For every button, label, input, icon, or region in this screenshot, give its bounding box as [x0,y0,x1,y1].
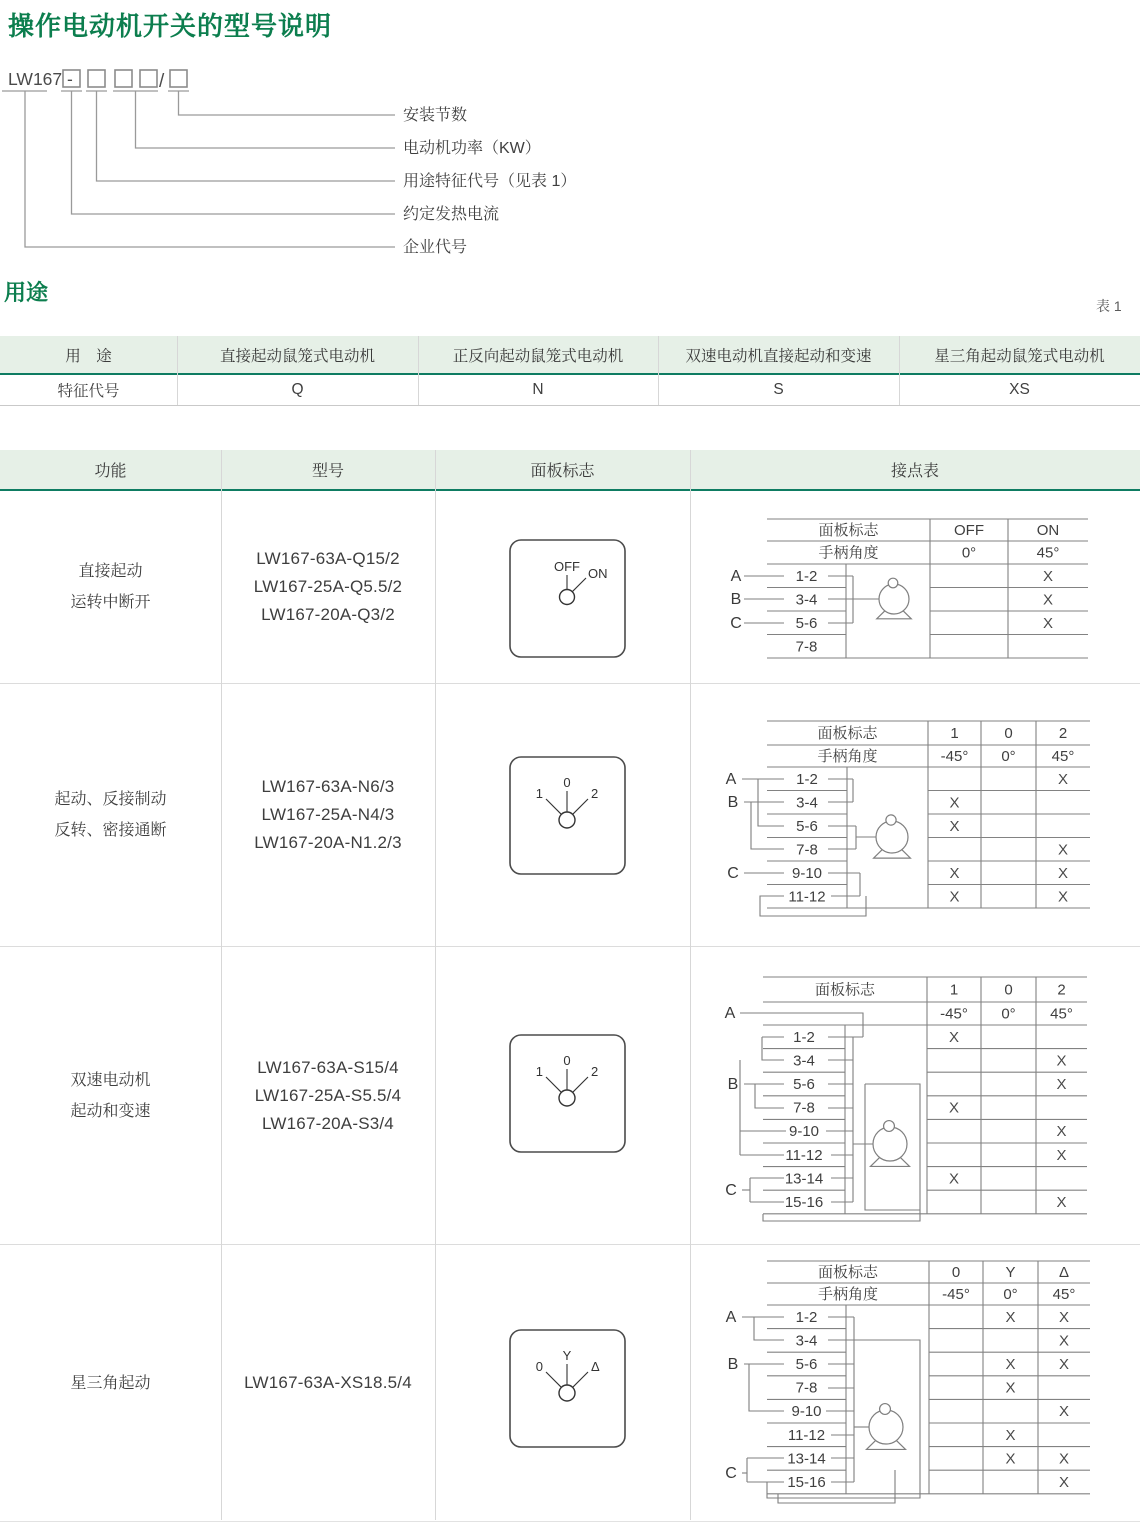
label-company-code: 企业代号 [403,239,468,256]
function-line: 双速电动机 [70,1071,151,1089]
angle-header-label: 手柄角度 [817,748,878,765]
table-row [0,491,1140,684]
x-mark: X [1057,888,1069,906]
divider [177,336,178,405]
position-label: 0 [1004,981,1013,999]
angle-value: -45° [940,1005,968,1023]
x-mark: X [1057,770,1069,788]
x-mark: X [949,888,960,906]
panel-position-label: 0 [535,1359,543,1374]
x-mark: X [1056,1146,1067,1164]
panel-mark-cell [435,491,690,683]
x-mark: X [1005,1356,1016,1373]
model-number-diagram [0,60,620,270]
panel-position-label: 2 [591,1064,599,1079]
x-mark: X [1058,1308,1070,1326]
contact-label: 7-8 [793,1099,815,1117]
contact-label: 3-4 [793,1052,815,1070]
position-label: Δ [1058,1264,1070,1281]
main-header-panel: 面板标志 [530,463,595,480]
contact-label: 5-6 [795,614,818,632]
motor-icon [877,578,912,619]
page-title: 操作电动机开关的型号说明 [8,11,333,41]
divider [899,336,900,405]
motor-icon [874,815,911,858]
model-cell [221,1245,435,1521]
contact-label: 11-12 [787,1426,826,1444]
label-usage-code: 用途特征代号（见表 1） [403,173,577,190]
phase-label: C [730,615,742,632]
x-mark: X [1042,567,1054,585]
table-row [0,1245,1140,1522]
panel-switch-icon [435,947,690,1245]
contact-label: 9-10 [791,864,823,882]
position-label: 2 [1058,725,1068,742]
contact-label: 9-10 [788,1123,820,1141]
wire [749,1364,784,1411]
function-line: 直接起动 [78,563,143,580]
x-mark: X [1056,1052,1067,1070]
model-number: LW167-20A-S3/4 [262,1113,394,1133]
function-cell [0,947,221,1244]
panel-position-label: Y [562,1348,572,1363]
phase-label: A [724,1005,736,1022]
x-mark: X [1058,1332,1070,1350]
contact-table-cell [690,1245,1140,1521]
panel-position-label: 1 [535,786,543,801]
usage-header-cell: 星三角起动鼠笼式电动机 [934,347,1105,365]
function-cell [0,491,221,683]
label-motor-power: 电动机功率（KW） [403,140,541,157]
contact-table-cell [690,684,1140,946]
angle-value: 0° [1003,1286,1018,1303]
x-mark: X [949,794,960,812]
contact-label: 5-6 [795,1356,818,1373]
x-mark: X [1057,841,1069,859]
usage-code: XS [1009,381,1030,398]
divider [690,450,691,1520]
contact-label: 7-8 [795,1379,818,1397]
usage-table-row [0,375,1140,406]
angle-value: -45° [940,748,969,765]
model-number: LW167-20A-N1.2/3 [254,833,402,852]
function-line: 起动和变速 [70,1102,151,1120]
contact-label: 1-2 [796,770,818,788]
motor-icon [870,1121,909,1167]
table1-tag: 表 1 [1096,298,1122,314]
main-header-model: 型号 [311,463,344,480]
model-number: LW167-63A-S15/4 [257,1057,399,1077]
phase-label: C [725,1182,737,1199]
position-label: 1 [950,725,959,742]
function-line: 运转中断开 [70,594,151,611]
usage-code: S [773,381,784,398]
contact-table-cell [690,947,1140,1244]
position-label: ON [1036,522,1060,539]
phase-label: A [730,568,742,585]
contact-header-label: 面板标志 [817,725,878,742]
x-mark: X [1058,1474,1070,1491]
phase-label: A [725,771,737,788]
panel-mark-cell [435,947,690,1244]
contact-label: 13-14 [784,1170,824,1188]
contact-label: 3-4 [795,1332,818,1350]
angle-value: 0° [961,544,977,562]
x-mark: X [948,1099,960,1117]
model-prefix: LW167 - [8,69,73,89]
panel-position-label: 1 [535,1064,543,1079]
model-slash: / [159,71,165,92]
contact-label: 11-12 [788,888,826,906]
usage-table [0,336,1140,406]
contact-label: 11-12 [785,1146,823,1164]
divider [658,336,659,405]
angle-value: 45° [1036,544,1060,562]
panel-mark-cell [435,684,690,946]
model-number: LW167-25A-S5.5/4 [254,1085,402,1105]
angle-value: 45° [1050,1005,1073,1023]
section-title-usage: 用途 [4,280,49,305]
x-mark: X [1005,1426,1016,1444]
usage-header-cell: 双速电动机直接起动和变速 [685,347,872,365]
contact-table-diagram [690,1245,1140,1522]
x-mark: X [1005,1450,1016,1468]
position-label: 0 [1004,725,1013,742]
table-row [0,684,1140,947]
contact-table-cell [690,491,1140,683]
usage-header-cell: 用 途 [65,347,112,365]
angle-value: -45° [942,1286,970,1303]
model-number: LW167-63A-XS18.5/4 [244,1373,412,1392]
wire [763,1210,920,1221]
phase-label: B [727,1076,739,1093]
panel-position-label: ON [588,566,608,581]
x-mark: X [1058,1356,1070,1373]
contact-label: 1-2 [795,567,818,585]
panel-switch-icon [435,1245,690,1522]
x-mark: X [1058,1450,1070,1468]
model-cell [221,947,435,1244]
main-header-contacts: 接点表 [890,463,939,480]
phase-label: B [727,794,739,811]
model-diagram-labels [403,106,576,256]
contact-label: 3-4 [795,591,818,609]
main-table-header [0,450,1140,491]
x-mark: X [1042,614,1054,632]
angle-value: 45° [1052,1286,1076,1303]
angle-header-label: 手柄角度 [818,544,879,562]
usage-header-cell: 直接起动鼠笼式电动机 [219,347,375,365]
usage-code: Q [291,381,304,398]
x-mark: X [1056,1076,1067,1093]
panel-position-label: 2 [591,786,599,801]
contact-label: 7-8 [796,841,818,859]
usage-code: N [532,381,544,398]
panel-mark-cell [435,1245,690,1521]
contact-table-diagram [690,947,1140,1245]
model-diagram-lines [2,91,395,247]
x-mark: X [1057,864,1069,882]
angle-value: 45° [1051,748,1075,765]
panel-switch-icon [435,491,690,684]
panel-position-label: 0 [563,1053,571,1068]
label-thermal-current: 约定发热电流 [403,206,500,223]
position-label: 2 [1057,981,1066,999]
divider [221,450,222,1520]
x-mark: X [1005,1308,1016,1326]
x-mark: X [948,1028,960,1046]
contact-header-label: 面板标志 [818,522,879,539]
phase-label: B [727,1356,739,1373]
phase-label: B [730,591,742,608]
model-number: LW167-63A-Q15/2 [256,549,400,568]
label-install-sections: 安装节数 [403,107,468,124]
x-mark: X [949,864,960,882]
position-label: OFF [954,522,984,539]
x-mark: X [1056,1123,1067,1141]
divider [435,450,436,1520]
contact-label: 7-8 [795,638,818,656]
panel-switch-icon [435,684,690,947]
x-mark: X [1042,591,1054,609]
x-mark: X [1056,1194,1067,1211]
main-header-function: 功能 [94,463,127,480]
panel-position-label: Δ [591,1359,600,1374]
contact-header-label: 面板标志 [814,981,876,999]
model-number: LW167-25A-Q5.5/2 [253,577,403,596]
function-line: 反转、密接通断 [54,822,167,839]
contact-label: 15-16 [784,1194,824,1211]
phase-label: A [725,1309,737,1326]
motor-icon [866,1404,905,1450]
contact-label: 1-2 [793,1028,815,1046]
function-line: 星三角起动 [70,1374,151,1392]
model-number: LW167-20A-Q3/2 [261,605,395,624]
panel-position-label: OFF [554,559,580,574]
function-line: 起动、反接制动 [54,791,167,808]
contact-label: 9-10 [791,1403,822,1421]
contact-label: 5-6 [796,817,818,835]
x-mark: X [1058,1403,1070,1421]
table-row [0,947,1140,1245]
usage-row-label: 特征代号 [57,383,120,400]
angle-value: 0° [1001,1005,1016,1023]
phase-label: C [725,1465,737,1482]
x-mark: X [1005,1379,1016,1397]
x-mark: X [949,817,960,835]
contact-header-label: 面板标志 [817,1264,879,1281]
main-table [0,450,1140,1522]
contact-table-diagram [690,491,1140,684]
position-label: 0 [951,1264,961,1281]
contact-label: 5-6 [793,1076,815,1093]
usage-table-header [0,336,1140,375]
contact-label: 1-2 [795,1308,818,1326]
angle-header-label: 手柄角度 [817,1286,879,1303]
contact-label: 15-16 [787,1474,826,1491]
model-number: LW167-63A-N6/3 [261,777,395,796]
contact-table-diagram [690,684,1140,947]
angle-value: 0° [1001,748,1016,765]
model-number: LW167-25A-N4/3 [261,805,395,824]
phase-label: C [727,865,739,882]
model-cell [221,684,435,946]
x-mark: X [948,1170,960,1188]
usage-header-cell: 正反向起动鼠笼式电动机 [452,347,624,365]
panel-position-label: 0 [563,775,571,790]
position-label: 1 [949,981,959,999]
contact-label: 3-4 [796,794,818,812]
model-digit-boxes [63,70,187,87]
position-label: Y [1005,1264,1016,1281]
divider [418,336,419,405]
contact-label: 13-14 [787,1450,826,1468]
function-cell [0,1245,221,1521]
model-cell [221,491,435,683]
function-cell [0,684,221,946]
